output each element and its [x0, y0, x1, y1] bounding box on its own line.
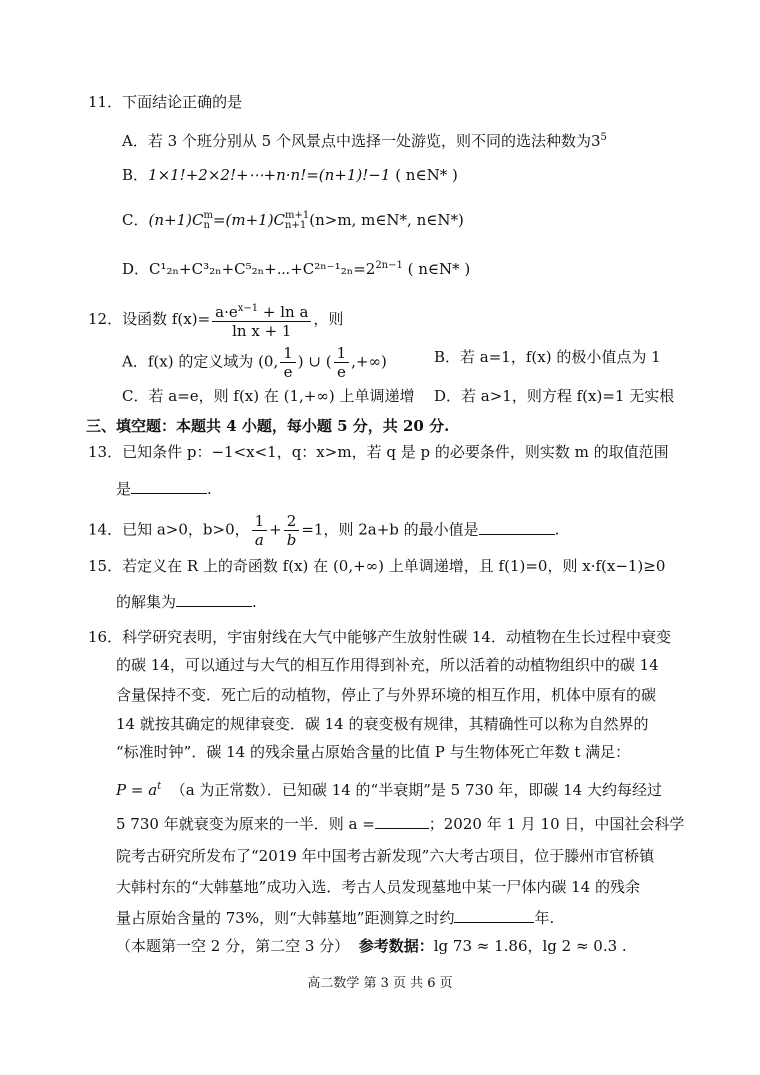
q16-reference-label: 参考数据：: [358, 937, 434, 955]
section-three-heading: 三、填空题：本题共 4 小题，每小题 5 分，共 20 分.: [86, 417, 450, 435]
q16-line7: [116, 814, 684, 834]
q14-line: [88, 512, 559, 549]
q14-frac1-num: 1: [252, 512, 268, 531]
q12-a-frac2-den: e: [336, 363, 346, 381]
q14-pre: 14．已知 a>0，b>0，: [88, 520, 250, 539]
q11-a-text: A．若 3 个班分别从 5 个风景点中选择一处游览，则不同的选法种数为: [122, 132, 591, 150]
q14-post: .: [554, 520, 560, 539]
q12-stem: [88, 300, 343, 340]
q15-answer-blank[interactable]: [176, 592, 252, 607]
q11-c-label: C．: [122, 211, 149, 229]
q16-line7-pre: 5 730 年就衰变为原来的一半．则 a =: [116, 815, 375, 833]
q14-frac1-den: a: [254, 531, 264, 549]
q11-option-d: [122, 256, 470, 279]
q11-option-a: [122, 128, 607, 151]
q12-a-mid: ) ∪ (: [297, 352, 332, 371]
q13-line2: [116, 479, 212, 499]
q11-c-expr1: (n+1)C: [148, 211, 204, 229]
q15-line1: 15．若定义在 R 上的奇函数 f(x) 在 (0,+∞) 上单调递增，且 f(1)=0，则 x·f(x−1)≥0: [88, 557, 666, 575]
q12-a-frac2-num: 1: [334, 344, 350, 363]
page-footer: 高二数学 第 3 页 共 6 页: [307, 976, 453, 991]
q16-line6: [116, 777, 662, 800]
q16-line8: 院考古研究所发布了“2019 年中国考古新发现”六大考古项目，位于滕州市官桥镇: [116, 847, 655, 865]
q14-plus: +: [269, 520, 282, 539]
q12-num-post: + ln a: [262, 303, 309, 321]
q12-option-d: D．若 a>1，则方程 f(x)=1 无实根: [434, 387, 675, 405]
q14-answer-blank[interactable]: [479, 520, 555, 535]
q14-frac2-num: 2: [284, 512, 300, 531]
q16-formula: P = a: [116, 781, 158, 799]
q11-d-exp: 2n−1: [375, 260, 403, 271]
q12-stem-pre: 12．设函数 f(x)=: [88, 310, 211, 328]
q11-b-expr: 1×1!+2×2!+⋯+n·n!=(n+1)!−1: [148, 166, 391, 184]
q16-line2: 的碳 14，可以通过与大气的相互作用得到补充，所以活着的动植物组织中的碳 14: [116, 656, 659, 674]
q16-line1: 16．科学研究表明，宇宙射线在大气中能够产生放射性碳 14．动植物在生长过程中衰变: [88, 628, 671, 646]
q15-line2: [116, 592, 257, 612]
q11-c-sub2: n+1: [285, 220, 307, 231]
q13-answer-blank[interactable]: [131, 479, 207, 494]
q13-line1: 13．已知条件 p：−1<x<1，q：x>m，若 q 是 p 的必要条件，则实数 m 的取值范围: [88, 443, 669, 461]
q11-a-exp: 5: [600, 132, 607, 143]
q12-num-exp: x−1: [237, 303, 259, 314]
q11-b-label: B．: [122, 166, 149, 184]
q16-line6-rest: （a 为正常数）．已知碳 14 的“半衰期”是 5 730 年，即碳 14 大约每经过: [170, 781, 662, 799]
q12-function-fraction: [212, 300, 311, 340]
q16-line10-pre: 量占原始含量的 73%，则“大韩墓地”距测算之时约: [116, 909, 455, 927]
q16-line10-post: 年.: [534, 909, 555, 927]
q11-c-sup1: m: [203, 210, 213, 221]
q11-d-expr: C¹₂ₙ+C³₂ₙ+C⁵₂ₙ+⋯+C²ⁿ⁻¹₂ₙ=2: [149, 260, 376, 278]
q11-b-cond: ( n∈N* ): [395, 166, 458, 184]
q12-option-b: B．若 a=1，f(x) 的极小值点为 1: [434, 348, 661, 366]
q11-d-cond: ( n∈N* ): [407, 260, 471, 278]
q16-formula-exp: t: [157, 781, 162, 792]
q15-line2-pre: 的解集为: [116, 593, 177, 611]
q16-answer-blank-1[interactable]: [375, 814, 429, 829]
q16-answer-blank-2[interactable]: [454, 908, 534, 923]
q11-option-b: [122, 165, 458, 185]
q12-option-a: [122, 344, 387, 381]
q12-option-c: C．若 a=e，则 f(x) 在 (1,+∞) 上单调递增: [122, 387, 415, 405]
q16-line11: [116, 936, 627, 956]
q16-line10: [116, 908, 554, 928]
q12-a-post: ,+∞): [351, 352, 387, 371]
q13-line2-pre: 是: [116, 480, 132, 498]
q12-a-frac1-den: e: [283, 363, 293, 381]
q12-a-frac1-num: 1: [280, 344, 296, 363]
q12-den: ln x + 1: [232, 322, 292, 340]
q16-line3: 含量保持不变．死亡后的动植物，停止了与外界环境的相互作用，机体中原有的碳: [116, 686, 657, 704]
q14-frac2-den: b: [286, 531, 297, 549]
q11-c-sup2: m+1: [285, 210, 310, 221]
q16-line4: 14 就按其确定的规律衰变．碳 14 的衰变极有规律，其精确性可以称为自然界的: [116, 715, 649, 733]
q11-d-label: D．: [122, 260, 150, 278]
q16-line5: “标准时钟”．碳 14 的残余量占原始含量的比值 P 与生物体死亡年数 t 满足：: [116, 743, 631, 761]
q11-a-base: 3: [591, 132, 601, 150]
q11-c-expr2: =(m+1)C: [212, 211, 286, 229]
q16-line7-post: ；2020 年 1 月 10 日，中国社会科学: [428, 815, 685, 833]
q13-line2-post: .: [207, 480, 212, 498]
q16-line9: 大韩村东的“大韩墓地”成功入选．考古人员发现墓地中某一尸体内碳 14 的残余: [116, 878, 640, 896]
q11-option-c: [122, 210, 464, 231]
q16-reference-values: lg 73 ≈ 1.86，lg 2 ≈ 0.3 .: [433, 937, 627, 955]
q14-mid: =1，则 2a+b 的最小值是: [301, 520, 479, 539]
q16-scoring-note: （本题第一空 2 分，第二空 3 分）: [116, 937, 350, 955]
q15-line2-post: .: [252, 593, 257, 611]
q12-stem-post: ，则: [313, 310, 344, 328]
q11-c-sub1: n: [203, 220, 210, 231]
q11-stem: 11．下面结论正确的是: [88, 93, 243, 111]
q12-a-pre: A．f(x) 的定义域为 (0,: [122, 352, 279, 371]
q11-c-cond: (n>m, m∈N*, n∈N*): [309, 211, 464, 229]
q12-num: a·e: [215, 303, 238, 321]
